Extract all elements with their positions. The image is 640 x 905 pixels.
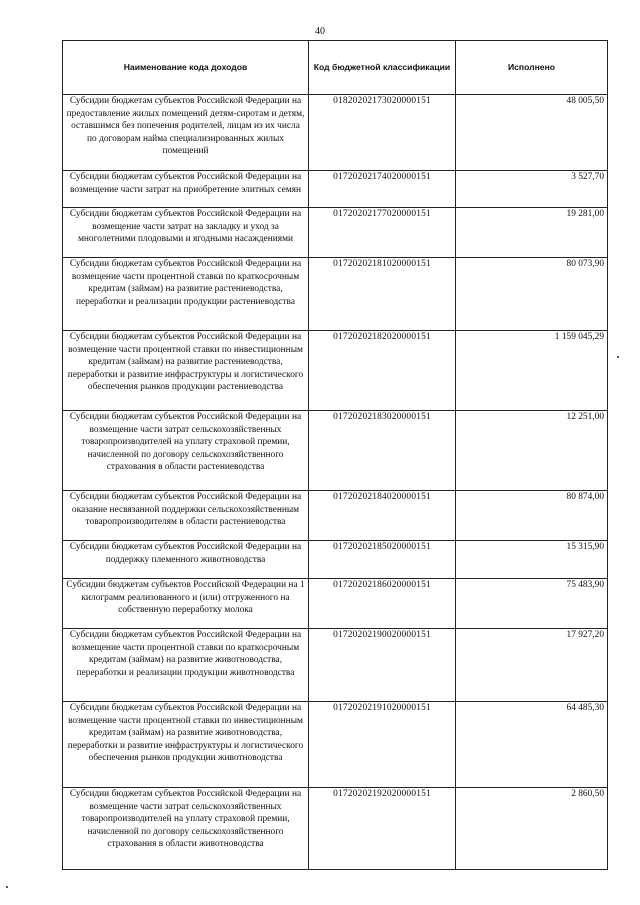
row-code: 01820202173020000151 bbox=[309, 95, 456, 171]
row-name: Субсидии бюджетам субъектов Российской Федерации на возмещение части затрат сельскохозяйственных товаропроизводителей на уплату страховой премии, начисленной по договору сельскохозяйственного страхования в области растениеводства bbox=[63, 411, 309, 491]
row-name: Субсидии бюджетам субъектов Российской Федерации на возмещение части процентной ставки по краткосрочным кредитам (займам) на развитие животноводства, переработки и реализации продукции животноводства bbox=[63, 629, 309, 702]
row-code: 01720202192020000151 bbox=[309, 788, 456, 870]
table-row bbox=[63, 208, 608, 258]
table-row bbox=[63, 702, 608, 788]
row-name: Субсидии бюджетам субъектов Российской Федерации на возмещение части процентной ставки по инвестиционным кредитам (займам) на развитие растениеводства, переработки и развитие инфраструктуры и логистического обеспечения рынков продукции растениеводства bbox=[63, 331, 309, 411]
row-code: 01720202184020000151 bbox=[309, 491, 456, 541]
row-name: Субсидии бюджетам субъектов Российской Федерации на 1 килограмм реализованного и (или) отгруженного на собственную переработку молока bbox=[63, 579, 309, 629]
scan-speck bbox=[617, 356, 619, 358]
row-code: 01720202177020000151 bbox=[309, 208, 456, 258]
table-row bbox=[63, 331, 608, 411]
header-executed: Исполнено bbox=[456, 41, 608, 95]
row-name: Субсидии бюджетам субъектов Российской Федерации на возмещение части затрат на закладку и уход за многолетними плодовыми и ягодными насаждениями bbox=[63, 208, 309, 258]
row-code: 01720202185020000151 bbox=[309, 541, 456, 579]
header-code: Код бюджетной классификации bbox=[309, 41, 456, 95]
row-amount: 64 485,30 bbox=[456, 702, 608, 788]
table-row bbox=[63, 258, 608, 331]
row-name: Субсидии бюджетам субъектов Российской Федерации на предоставление жилых помещений детям-сиротам и детям, оставшимся без попечения родителей, лицам из их числа по договорам найма специализированных жилых помещений bbox=[63, 95, 309, 171]
row-name: Субсидии бюджетам субъектов Российской Федерации на возмещение части затрат на приобретение элитных семян bbox=[63, 171, 309, 208]
row-amount: 75 483,90 bbox=[456, 579, 608, 629]
row-amount: 12 251,00 bbox=[456, 411, 608, 491]
row-amount: 2 860,50 bbox=[456, 788, 608, 870]
row-code: 01720202182020000151 bbox=[309, 331, 456, 411]
row-amount: 1 159 045,29 bbox=[456, 331, 608, 411]
row-amount: 15 315,90 bbox=[456, 541, 608, 579]
row-name: Субсидии бюджетам субъектов Российской Федерации на возмещение части затрат сельскохозяйственных товаропроизводителей на уплату страховой премии, начисленной по договору сельскохозяйственного страхования в области животноводства bbox=[63, 788, 309, 870]
budget-table bbox=[62, 40, 608, 870]
table-row bbox=[63, 171, 608, 208]
table-row bbox=[63, 541, 608, 579]
scan-speck bbox=[6, 886, 8, 888]
table-row bbox=[63, 788, 608, 870]
row-name: Субсидии бюджетам субъектов Российской Федерации на возмещение части процентной ставки по инвестиционным кредитам (займам) на развитие животноводства, переработки и развитие инфраструктуры и логистического обеспечения рынков продукции животноводства bbox=[63, 702, 309, 788]
row-amount: 19 281,00 bbox=[456, 208, 608, 258]
page-number: 40 bbox=[315, 26, 325, 37]
row-code: 01720202174020000151 bbox=[309, 171, 456, 208]
row-code: 01720202181020000151 bbox=[309, 258, 456, 331]
row-name: Субсидии бюджетам субъектов Российской Федерации на оказание несвязанной поддержки сельскохозяйственным товаропроизводителям в области растениеводства bbox=[63, 491, 309, 541]
row-amount: 48 005,50 bbox=[456, 95, 608, 171]
row-amount: 17 927,20 bbox=[456, 629, 608, 702]
row-name: Субсидии бюджетам субъектов Российской Федерации на поддержку племенного животноводства bbox=[63, 541, 309, 579]
row-name: Субсидии бюджетам субъектов Российской Федерации на возмещение части процентной ставки по краткосрочным кредитам (займам) на развитие растениеводства, переработки и реализации продукции растениеводства bbox=[63, 258, 309, 331]
row-amount: 80 874,00 bbox=[456, 491, 608, 541]
row-amount: 80 073,90 bbox=[456, 258, 608, 331]
table-row bbox=[63, 95, 608, 171]
row-code: 01720202190020000151 bbox=[309, 629, 456, 702]
table-row bbox=[63, 579, 608, 629]
row-amount: 3 527,70 bbox=[456, 171, 608, 208]
row-code: 01720202186020000151 bbox=[309, 579, 456, 629]
table-row bbox=[63, 629, 608, 702]
table-header-row bbox=[63, 41, 608, 95]
row-code: 01720202183020000151 bbox=[309, 411, 456, 491]
header-name: Наименование кода доходов bbox=[63, 41, 309, 95]
table-row bbox=[63, 411, 608, 491]
table-row bbox=[63, 491, 608, 541]
row-code: 01720202191020000151 bbox=[309, 702, 456, 788]
